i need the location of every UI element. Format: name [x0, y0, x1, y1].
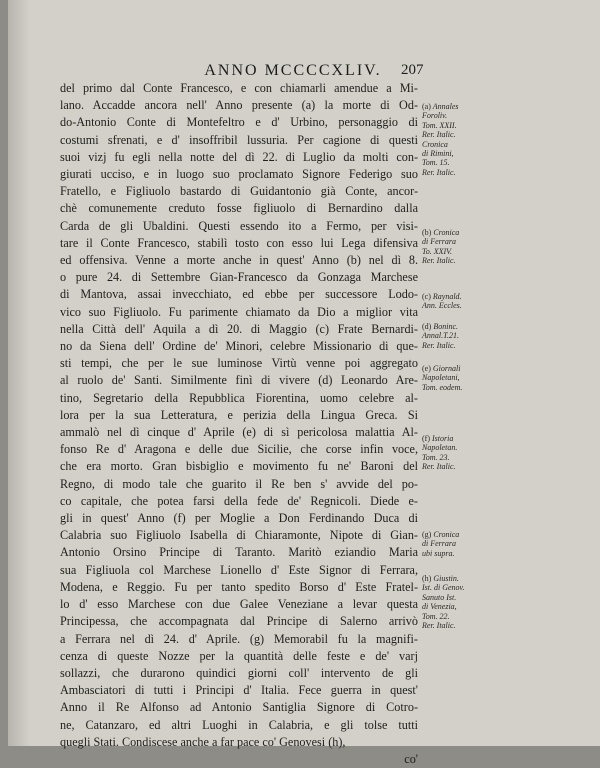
- margin-note-c: [422, 292, 500, 311]
- text-line: del primo dal Conte Francesco, e con chiamarli amendue a Mi-: [60, 81, 418, 95]
- note-text: Sanuto Ist.: [422, 592, 457, 602]
- note-text: Rer. Italic.: [422, 130, 456, 140]
- note-text: Tom. 15.: [422, 158, 450, 168]
- text-line: Modena, e Reggio. Fu per tanto spedito Borso d' Este Fratel-: [60, 579, 418, 594]
- text-line: suoi vizj fu egli nella notte del dì 22. di Luglio da molti con-: [60, 149, 418, 164]
- text-line: o pure 24. di Settembre Gian-Francesco da Gonzaga Marchese: [60, 270, 418, 285]
- text-line: tino, Segretario della Repubblica Fiorentina, uomo celebre al-: [60, 390, 418, 405]
- note-text: Tom. 23.: [422, 452, 450, 462]
- text-line: Anno il Re Alfonso ad Antonio Santiglia Signore di Cotro-: [60, 700, 418, 715]
- note-label: (a): [422, 102, 431, 111]
- note-text: Napoletan.: [422, 443, 458, 453]
- note-text: Ann. Eccles.: [422, 301, 462, 311]
- note-text: Tom. eodem.: [422, 382, 463, 392]
- note-text: Foroliv.: [422, 111, 448, 121]
- note-text: Rer. Italic.: [422, 462, 456, 472]
- text-line: sti tempi, che per le sue luminose Virtù venne poi aggregato: [60, 356, 418, 371]
- text-line: al ruolo de' Santi. Similmente finì di vivere (d) Leonardo Are-: [60, 373, 418, 388]
- margin-note-b: [422, 228, 500, 266]
- text-line: no da Siena dell' Ordine de' Minori, celebre Missionario di que-: [60, 339, 418, 354]
- note-label: (f): [422, 434, 430, 443]
- note-text: Tom. XXII.: [422, 120, 457, 130]
- note-text: Napoletani,: [422, 373, 460, 383]
- note-label: (c): [422, 292, 431, 301]
- note-label: (e): [422, 364, 431, 373]
- note-text: Rer. Italic.: [422, 340, 456, 350]
- text-line: vico suo Figliuolo. Fu parimente chiamato da Dio a miglior vita: [60, 304, 418, 319]
- note-text: Boninc.: [433, 322, 458, 331]
- text-line: cenza di queste Nozze per la quantità delle feste e de' varj: [60, 648, 418, 663]
- note-text: Annal.T.21.: [422, 331, 459, 341]
- text-line: sua Figliuola col Marchese Lionello d' Este Signor di Ferrara,: [60, 562, 418, 577]
- text-line: costumi sfrenati, e d' insoffribil lussuria. Per cagione di questi: [60, 132, 418, 147]
- text-line: Regno, di modo tale che guarito il Re ben s' avvide del po-: [60, 476, 418, 491]
- note-text: Cronica: [433, 228, 460, 237]
- text-line: chè comunemente creduto fosse figliuolo di Bernardino dalla: [60, 201, 418, 216]
- note-text: Giustin.: [433, 574, 459, 583]
- page-number: 207: [401, 62, 424, 78]
- note-text: Raynald.: [432, 292, 462, 301]
- text-line: ed offensiva. Venne a morte anche in quest' Anno (b) nel dì 8.: [60, 253, 418, 268]
- text-line: Principessa, che accompagnata dal Principe di Salerno arrivò: [60, 614, 418, 629]
- note-text: di Venezia,: [422, 602, 457, 612]
- note-text: Istoria: [432, 434, 454, 443]
- text-line: nella Città dell' Aquila a dì 20. di Maggio (c) Frate Bernardi-: [60, 321, 418, 336]
- text-line: Ambasciatori di tutti i Principi d' Italia. Fece guerra in quest': [60, 683, 418, 698]
- note-text: Annales: [432, 102, 459, 111]
- note-text: Giornali: [432, 364, 461, 373]
- note-text: To. XXIV.: [422, 246, 453, 256]
- text-line: gli in quest' Anno (f) per Moglie a Don Ferdinando Duca di: [60, 511, 418, 526]
- text-line: giurati ucciso, e in luogo suo proclamato Signore Federigo suo: [60, 167, 418, 182]
- text-line: Carda de gli Ubaldini. Questi essendo ito a Fermo, per visi-: [60, 218, 418, 233]
- note-text: di Ferrara: [422, 237, 456, 247]
- note-text: Tom. 22.: [422, 611, 450, 621]
- catchword: co': [404, 751, 418, 766]
- note-text: Ist. di Genov.: [422, 583, 465, 593]
- text-line: di Mantova, assai invecchiato, ed ebbe per successore Lodo-: [60, 287, 418, 302]
- text-line: quegli Stati. Condiscese anche a far pace co' Genovesi (h),: [60, 734, 346, 749]
- note-text: Rer. Italic.: [422, 256, 456, 266]
- text-line: a Ferrara nel dì 24. d' Aprile. (g) Memorabil fu la magnifi-: [60, 631, 418, 646]
- note-text: Cronica: [422, 139, 448, 149]
- text-line: che era morto. Gran bisbiglio e movimento fu ne' Baroni del: [60, 459, 418, 474]
- note-label: (b): [422, 228, 432, 237]
- note-label: (h): [422, 574, 432, 583]
- text-line: Fratello, e Figliuolo bastardo di Guidantonio già Conte, ancor-: [60, 184, 418, 199]
- margin-note-h: [422, 574, 500, 630]
- text-line: lora per la sua Letteratura, e perizia della Lingua Greca. Si: [60, 407, 418, 422]
- margin-note-f: [422, 434, 500, 472]
- text-line: sollazzi, che durarono quindici giorni coll' intervento de gli: [60, 665, 418, 680]
- margin-note-g: [422, 530, 500, 558]
- margin-note-d: [422, 322, 500, 350]
- text-line: fonso Re d' Aragona e delle due Sicilie, che corse infin voce,: [60, 442, 418, 457]
- note-text: di Rimini,: [422, 149, 454, 159]
- note-label: (g): [422, 530, 432, 539]
- margin-note-a: [422, 102, 500, 177]
- text-line: ne, Catanzaro, ed altri Luoghi in Calabria, e gli tolse tutti: [60, 717, 418, 732]
- note-text: di Ferrara: [422, 539, 456, 549]
- text-line: Calabria suo Figliuolo Isabella di Chiaramonte, Nipote di Gian-: [60, 528, 418, 543]
- text-line: tare il Conte Francesco, stabilì tosto con esso lui Lega difensiva: [60, 235, 418, 250]
- note-text: Rer. Italic.: [422, 167, 456, 177]
- text-line: do-Antonio Conte di Montefeltro e d' Urbino, personaggio di: [60, 115, 418, 130]
- note-text: Cronica: [433, 530, 460, 539]
- text-line: Antonio Orsino Principe di Taranto. Maritò eziandio Maria: [60, 545, 418, 560]
- margin-note-e: [422, 364, 500, 392]
- running-title: ANNO MCCCCXLIV.: [204, 62, 382, 79]
- text-line: lo d' esso Marchese con due Galee Veneziane a levar questa: [60, 597, 418, 612]
- note-label: (d): [422, 322, 432, 331]
- book-page: [8, 0, 600, 766]
- note-text: ubi supra.: [422, 548, 455, 558]
- text-line: lano. Accadde ancora nell' Anno presente (a) la morte di Od-: [60, 98, 418, 113]
- main-text-column: [60, 80, 418, 768]
- note-text: Rer. Italic.: [422, 621, 456, 631]
- text-line: co capitale, che potea farsi della fede de' Regnicoli. Diede e-: [60, 493, 418, 508]
- text-line: ammalò nel dì cinque d' Aprile (e) di sì pericolosa malattia Al-: [60, 425, 418, 440]
